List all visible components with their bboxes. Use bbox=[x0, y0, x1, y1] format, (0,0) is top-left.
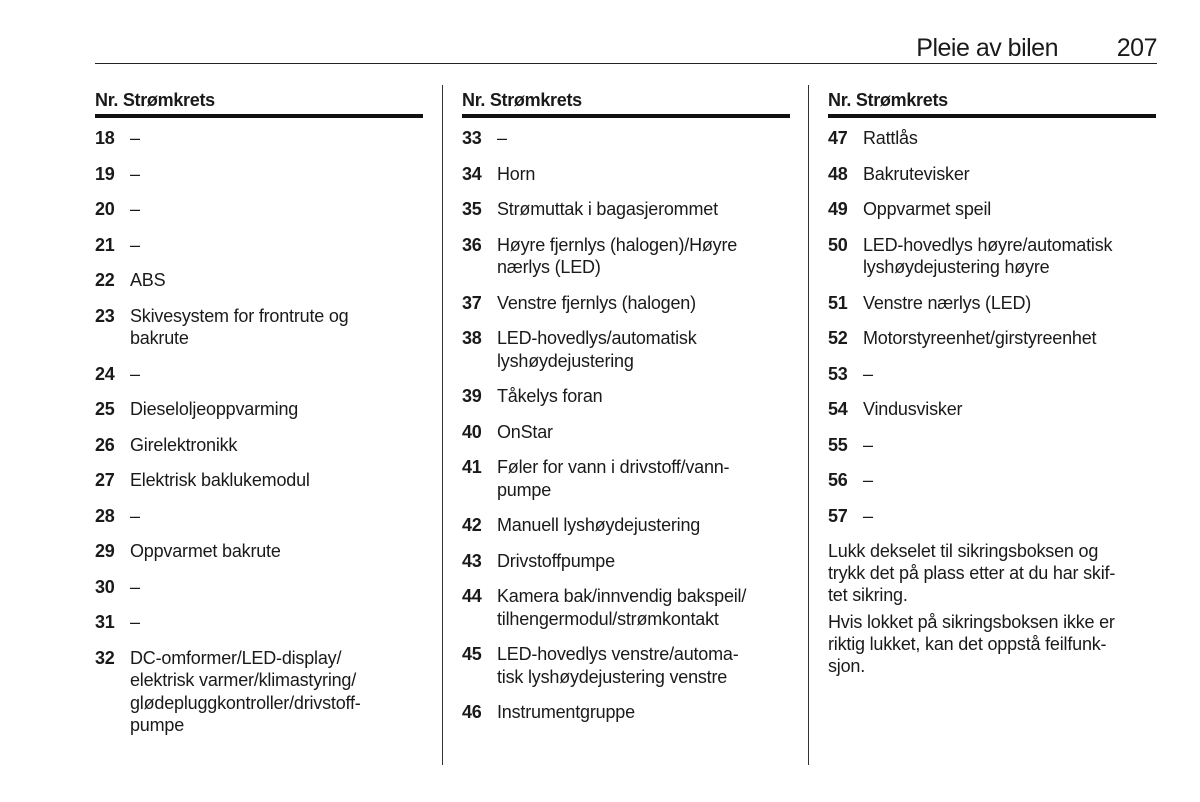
header-nr: Nr. bbox=[95, 90, 119, 110]
circuit-name: Instrumentgruppe bbox=[497, 702, 635, 722]
fuse-number: 34 bbox=[462, 163, 482, 184]
fuse-number: 38 bbox=[462, 328, 482, 348]
column-divider bbox=[442, 85, 443, 765]
table-row bbox=[462, 421, 790, 444]
circuit-name: ABS bbox=[130, 270, 166, 290]
circuit-name: Motorstyreenhet/girstyreenhet bbox=[863, 328, 1097, 348]
table-row bbox=[95, 198, 423, 221]
circuit-name: – bbox=[130, 234, 140, 255]
fuse-number: 35 bbox=[462, 199, 482, 219]
fuse-number: 42 bbox=[462, 515, 482, 535]
table-row bbox=[462, 234, 790, 279]
circuit-name: Kamera bak/innvendig bakspeil/ tilhengermodul/strømkontakt bbox=[497, 586, 747, 629]
fuse-number: 24 bbox=[95, 363, 115, 384]
fuse-number: 27 bbox=[95, 470, 115, 490]
circuit-name: – bbox=[863, 363, 873, 384]
fuse-number: 39 bbox=[462, 386, 482, 406]
table-row bbox=[828, 127, 1156, 150]
circuit-name: Bakrutevisker bbox=[863, 163, 970, 184]
column-header bbox=[95, 88, 423, 118]
circuit-name: Dieseloljeoppvarming bbox=[130, 399, 299, 419]
table-row bbox=[462, 456, 790, 501]
table-row bbox=[462, 514, 790, 537]
fuse-number: 41 bbox=[462, 457, 482, 477]
note-paragraph: Lukk dekselet til sikringsboksen og trykk det på plass etter at du har skif- tet sikring. bbox=[828, 541, 1116, 605]
fuse-number: 23 bbox=[95, 305, 115, 326]
circuit-name: – bbox=[130, 163, 140, 184]
column-header bbox=[828, 88, 1156, 118]
header-circuit: Strømkrets bbox=[855, 90, 948, 110]
fuse-table-column-2 bbox=[462, 88, 790, 737]
fuse-number: 28 bbox=[95, 505, 115, 526]
circuit-name: – bbox=[863, 434, 873, 455]
fuse-number: 22 bbox=[95, 270, 115, 290]
fuse-number: 54 bbox=[828, 399, 848, 419]
fuse-number: 31 bbox=[95, 612, 115, 632]
table-row bbox=[462, 585, 790, 630]
circuit-name: – bbox=[130, 576, 140, 597]
fuse-number: 19 bbox=[95, 163, 115, 184]
circuit-name: Venstre fjernlys (halogen) bbox=[497, 292, 696, 313]
table-row bbox=[462, 643, 790, 688]
table-row bbox=[95, 540, 423, 563]
fuse-number: 43 bbox=[462, 550, 482, 571]
table-row bbox=[95, 305, 423, 350]
fuse-number: 50 bbox=[828, 234, 848, 255]
table-row bbox=[95, 647, 423, 737]
table-row bbox=[95, 269, 423, 292]
fuse-number: 56 bbox=[828, 470, 848, 490]
table-row bbox=[828, 163, 1156, 186]
circuit-name: LED-hovedlys/automatisk lyshøydejustering bbox=[497, 328, 697, 371]
circuit-name: – bbox=[130, 612, 140, 632]
section-title: Pleie av bilen bbox=[916, 34, 1058, 62]
table-row bbox=[95, 363, 423, 386]
table-row bbox=[462, 550, 790, 573]
fuse-number: 49 bbox=[828, 199, 848, 219]
fuse-number: 45 bbox=[462, 644, 482, 664]
table-row bbox=[828, 327, 1156, 350]
table-row bbox=[462, 385, 790, 408]
circuit-name: Føler for vann i drivstoff/vann- pumpe bbox=[497, 457, 730, 500]
fuse-number: 52 bbox=[828, 328, 848, 348]
fuse-number: 25 bbox=[95, 399, 115, 419]
fuse-number: 32 bbox=[95, 647, 115, 668]
fuse-table-column-3 bbox=[828, 88, 1156, 682]
column-divider bbox=[808, 85, 809, 765]
header-circuit: Strømkrets bbox=[122, 90, 215, 110]
note-paragraph: Hvis lokket på sikringsboksen ikke er riktig lukket, kan det oppstå feilfunk- sjon. bbox=[828, 612, 1115, 676]
table-row bbox=[828, 198, 1156, 221]
fuse-number: 18 bbox=[95, 128, 115, 148]
circuit-name: Venstre nærlys (LED) bbox=[863, 292, 1032, 313]
table-row bbox=[462, 198, 790, 221]
fuse-number: 20 bbox=[95, 199, 115, 219]
table-row bbox=[95, 163, 423, 186]
circuit-name: – bbox=[130, 363, 140, 384]
circuit-name: Elektrisk baklukemodul bbox=[130, 470, 310, 490]
circuit-name: – bbox=[863, 505, 873, 526]
table-row bbox=[462, 163, 790, 186]
fuse-number: 40 bbox=[462, 421, 482, 442]
table-row bbox=[95, 505, 423, 528]
circuit-name: LED-hovedlys venstre/automa- tisk lyshøydejustering venstre bbox=[497, 644, 739, 687]
circuit-name: – bbox=[497, 128, 507, 148]
table-row bbox=[462, 292, 790, 315]
circuit-name: OnStar bbox=[497, 421, 553, 442]
circuit-name: – bbox=[130, 128, 140, 148]
circuit-name: LED-hovedlys høyre/automatisk lyshøydejustering høyre bbox=[863, 234, 1113, 277]
table-row bbox=[95, 127, 423, 150]
fuse-number: 55 bbox=[828, 434, 848, 455]
table-row bbox=[828, 398, 1156, 421]
table-row bbox=[95, 469, 423, 492]
circuit-name: – bbox=[863, 470, 873, 490]
table-row bbox=[828, 469, 1156, 492]
fuse-number: 29 bbox=[95, 541, 115, 561]
header-rule bbox=[95, 63, 1157, 64]
circuit-name: – bbox=[130, 199, 140, 219]
table-row bbox=[462, 127, 790, 150]
circuit-name: Drivstoffpumpe bbox=[497, 550, 615, 571]
circuit-name: Tåkelys foran bbox=[497, 386, 603, 406]
circuit-name: Girelektronikk bbox=[130, 434, 238, 455]
fuse-number: 37 bbox=[462, 292, 482, 313]
circuit-name: Oppvarmet speil bbox=[863, 199, 992, 219]
fuse-number: 48 bbox=[828, 163, 848, 184]
fuse-table-column-1 bbox=[95, 88, 423, 750]
table-row bbox=[95, 611, 423, 634]
circuit-name: DC-omformer/LED-display/ elektrisk varmer/klimastyring/ glødepluggkontroller/drivstoff- pumpe bbox=[130, 647, 361, 735]
table-row bbox=[95, 434, 423, 457]
table-row bbox=[828, 434, 1156, 457]
circuit-name: Horn bbox=[497, 163, 536, 184]
fuse-number: 26 bbox=[95, 434, 115, 455]
fuse-number: 36 bbox=[462, 234, 482, 255]
table-row bbox=[462, 327, 790, 372]
column-header bbox=[462, 88, 790, 118]
header-circuit: Strømkrets bbox=[489, 90, 582, 110]
table-row bbox=[828, 505, 1156, 528]
circuit-name: Skivesystem for frontrute og bakrute bbox=[130, 305, 349, 348]
table-row bbox=[828, 363, 1156, 386]
fuse-number: 33 bbox=[462, 128, 482, 148]
table-row bbox=[828, 292, 1156, 315]
circuit-name: Rattlås bbox=[863, 128, 918, 148]
fuse-number: 47 bbox=[828, 128, 848, 148]
page-number: 207 bbox=[1116, 34, 1157, 62]
table-row bbox=[828, 234, 1156, 279]
fuse-number: 44 bbox=[462, 586, 482, 606]
circuit-name: Manuell lyshøydejustering bbox=[497, 515, 701, 535]
fuse-number: 30 bbox=[95, 576, 115, 597]
table-row bbox=[95, 398, 423, 421]
circuit-name: – bbox=[130, 505, 140, 526]
header-nr: Nr. bbox=[828, 90, 852, 110]
circuit-name: Høyre fjernlys (halogen)/Høyre nærlys (LED) bbox=[497, 234, 738, 277]
table-row bbox=[462, 701, 790, 724]
fuse-number: 53 bbox=[828, 363, 848, 384]
circuit-name: Oppvarmet bakrute bbox=[130, 541, 281, 561]
fuse-number: 57 bbox=[828, 505, 848, 526]
table-row bbox=[95, 576, 423, 599]
fuse-number: 46 bbox=[462, 702, 482, 722]
fuse-number: 51 bbox=[828, 292, 848, 313]
table-row bbox=[95, 234, 423, 257]
header-nr: Nr. bbox=[462, 90, 486, 110]
fuse-number: 21 bbox=[95, 234, 115, 255]
circuit-name: Strømuttak i bagasjerommet bbox=[497, 199, 718, 219]
circuit-name: Vindusvisker bbox=[863, 399, 963, 419]
